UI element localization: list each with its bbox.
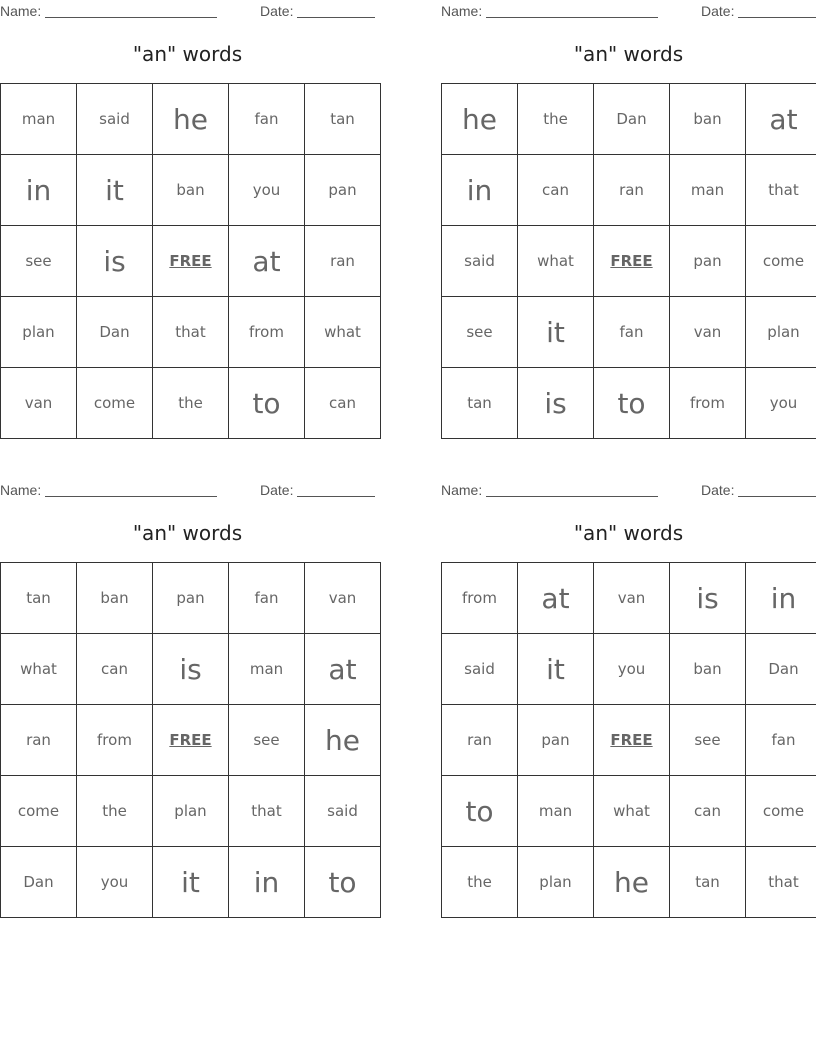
bingo-cell[interactable]: in xyxy=(442,155,518,226)
bingo-cell[interactable]: is xyxy=(670,563,746,634)
bingo-cell[interactable]: man xyxy=(670,155,746,226)
bingo-cell[interactable]: fan xyxy=(746,705,816,776)
date-label: Date: xyxy=(260,3,294,19)
date-label: Date: xyxy=(260,482,294,498)
bingo-cell[interactable]: come xyxy=(77,368,153,439)
bingo-cell[interactable]: what xyxy=(1,634,77,705)
bingo-row xyxy=(442,226,816,297)
bingo-cell[interactable]: come xyxy=(1,776,77,847)
bingo-cell[interactable]: to xyxy=(229,368,305,439)
bingo-cell[interactable]: to xyxy=(442,776,518,847)
bingo-row xyxy=(1,297,381,368)
bingo-cell[interactable]: Dan xyxy=(77,297,153,368)
bingo-cell[interactable]: tan xyxy=(305,84,381,155)
bingo-cell[interactable]: it xyxy=(518,297,594,368)
bingo-cell[interactable]: what xyxy=(594,776,670,847)
bingo-cell[interactable]: from xyxy=(670,368,746,439)
bingo-cell[interactable]: said xyxy=(305,776,381,847)
date-blank-line[interactable] xyxy=(738,17,816,18)
name-label: Name: xyxy=(0,3,42,19)
bingo-row xyxy=(442,155,816,226)
bingo-cell[interactable]: what xyxy=(518,226,594,297)
bingo-row xyxy=(442,368,816,439)
name-blank-line[interactable] xyxy=(45,17,217,18)
bingo-cell[interactable]: can xyxy=(670,776,746,847)
name-date-header xyxy=(0,0,375,20)
bingo-cell[interactable]: said xyxy=(442,634,518,705)
bingo-cell[interactable]: at xyxy=(305,634,381,705)
bingo-cell[interactable]: from xyxy=(229,297,305,368)
bingo-cell[interactable]: what xyxy=(305,297,381,368)
bingo-cell[interactable]: come xyxy=(746,776,816,847)
bingo-cell[interactable]: it xyxy=(77,155,153,226)
bingo-cell[interactable]: tan xyxy=(442,368,518,439)
name-blank-line[interactable] xyxy=(45,496,217,497)
bingo-row xyxy=(1,84,381,155)
bingo-cell[interactable]: in xyxy=(1,155,77,226)
bingo-cell[interactable]: can xyxy=(77,634,153,705)
bingo-row xyxy=(442,297,816,368)
bingo-row xyxy=(1,368,381,439)
bingo-cell[interactable]: ran xyxy=(442,705,518,776)
name-date-header xyxy=(441,479,816,499)
bingo-row xyxy=(1,634,381,705)
bingo-cell[interactable]: he xyxy=(305,705,381,776)
bingo-cell[interactable]: can xyxy=(305,368,381,439)
name-label: Name: xyxy=(441,482,483,498)
name-date-header xyxy=(0,479,375,499)
bingo-row xyxy=(1,226,381,297)
bingo-cell[interactable]: in xyxy=(229,847,305,918)
bingo-cell[interactable]: ban xyxy=(77,563,153,634)
free-space[interactable]: FREE xyxy=(153,705,229,776)
date-label: Date: xyxy=(701,3,735,19)
date-blank-line[interactable] xyxy=(738,496,816,497)
bingo-cell[interactable]: pan xyxy=(518,705,594,776)
date-blank-line[interactable] xyxy=(297,17,375,18)
bingo-cell[interactable]: said xyxy=(442,226,518,297)
bingo-row xyxy=(1,563,381,634)
bingo-row xyxy=(1,847,381,918)
bingo-cell[interactable]: in xyxy=(746,563,816,634)
bingo-grid xyxy=(0,562,381,918)
bingo-cell[interactable]: van xyxy=(305,563,381,634)
bingo-cell[interactable]: the xyxy=(77,776,153,847)
bingo-cell[interactable]: Dan xyxy=(594,84,670,155)
bingo-cell[interactable]: to xyxy=(594,368,670,439)
bingo-row xyxy=(1,776,381,847)
bingo-cell[interactable]: see xyxy=(670,705,746,776)
bingo-cell[interactable]: see xyxy=(442,297,518,368)
bingo-cell[interactable]: tan xyxy=(670,847,746,918)
bingo-cell[interactable]: ban xyxy=(670,634,746,705)
bingo-cell[interactable]: the xyxy=(153,368,229,439)
bingo-cell[interactable]: fan xyxy=(229,84,305,155)
name-date-header xyxy=(441,0,816,20)
free-space[interactable]: FREE xyxy=(594,705,670,776)
bingo-cell[interactable]: man xyxy=(229,634,305,705)
bingo-cell[interactable]: pan xyxy=(305,155,381,226)
bingo-cell[interactable]: it xyxy=(153,847,229,918)
bingo-cell[interactable]: that xyxy=(746,155,816,226)
bingo-cell[interactable]: ban xyxy=(670,84,746,155)
bingo-cell[interactable]: tan xyxy=(1,563,77,634)
bingo-cell[interactable]: see xyxy=(229,705,305,776)
bingo-grid xyxy=(441,562,816,918)
bingo-grid xyxy=(0,83,381,439)
bingo-cell[interactable]: Dan xyxy=(1,847,77,918)
card-title: "an" words xyxy=(132,521,243,545)
bingo-cell[interactable]: from xyxy=(442,563,518,634)
name-label: Name: xyxy=(0,482,42,498)
bingo-cell[interactable]: is xyxy=(153,634,229,705)
bingo-cell[interactable]: van xyxy=(1,368,77,439)
bingo-cell[interactable]: man xyxy=(1,84,77,155)
bingo-row xyxy=(442,847,816,918)
bingo-cell[interactable]: come xyxy=(746,226,816,297)
bingo-cell[interactable]: you xyxy=(77,847,153,918)
date-label: Date: xyxy=(701,482,735,498)
bingo-cell[interactable]: is xyxy=(518,368,594,439)
date-blank-line[interactable] xyxy=(297,496,375,497)
bingo-cell[interactable]: ran xyxy=(1,705,77,776)
bingo-cell[interactable]: the xyxy=(518,84,594,155)
bingo-cell[interactable]: you xyxy=(746,368,816,439)
bingo-cell[interactable]: the xyxy=(442,847,518,918)
bingo-cell[interactable]: plan xyxy=(1,297,77,368)
free-space[interactable]: FREE xyxy=(153,226,229,297)
bingo-cell[interactable]: at xyxy=(746,84,816,155)
bingo-cell[interactable]: pan xyxy=(153,563,229,634)
bingo-cell[interactable]: at xyxy=(518,563,594,634)
bingo-cell[interactable]: plan xyxy=(153,776,229,847)
bingo-row xyxy=(442,634,816,705)
bingo-row xyxy=(442,563,816,634)
card-title: "an" words xyxy=(573,521,684,545)
bingo-row xyxy=(442,84,816,155)
bingo-cell[interactable]: you xyxy=(229,155,305,226)
bingo-cell[interactable]: that xyxy=(746,847,816,918)
bingo-cell[interactable]: ran xyxy=(305,226,381,297)
card-title: "an" words xyxy=(573,42,684,66)
bingo-cell[interactable]: said xyxy=(77,84,153,155)
bingo-row xyxy=(1,705,381,776)
bingo-cell[interactable]: fan xyxy=(594,297,670,368)
bingo-cell[interactable]: van xyxy=(594,563,670,634)
bingo-cell[interactable]: to xyxy=(305,847,381,918)
bingo-cell[interactable]: you xyxy=(594,634,670,705)
bingo-cell[interactable]: ran xyxy=(594,155,670,226)
bingo-cell[interactable]: can xyxy=(518,155,594,226)
bingo-cell[interactable]: plan xyxy=(746,297,816,368)
name-blank-line[interactable] xyxy=(486,496,658,497)
bingo-cell[interactable]: van xyxy=(670,297,746,368)
bingo-cell[interactable]: pan xyxy=(670,226,746,297)
bingo-cell[interactable]: he xyxy=(594,847,670,918)
bingo-cell[interactable]: see xyxy=(1,226,77,297)
name-blank-line[interactable] xyxy=(486,17,658,18)
bingo-cell[interactable]: fan xyxy=(229,563,305,634)
bingo-cell[interactable]: Dan xyxy=(746,634,816,705)
bingo-cell[interactable]: he xyxy=(442,84,518,155)
name-label: Name: xyxy=(441,3,483,19)
bingo-cell[interactable]: that xyxy=(153,297,229,368)
bingo-cell[interactable]: ban xyxy=(153,155,229,226)
bingo-row xyxy=(1,155,381,226)
bingo-cell[interactable]: man xyxy=(518,776,594,847)
bingo-row xyxy=(442,705,816,776)
bingo-cell[interactable]: plan xyxy=(518,847,594,918)
free-space[interactable]: FREE xyxy=(594,226,670,297)
bingo-cell[interactable]: that xyxy=(229,776,305,847)
bingo-cell[interactable]: from xyxy=(77,705,153,776)
bingo-row xyxy=(442,776,816,847)
card-title: "an" words xyxy=(132,42,243,66)
bingo-cell[interactable]: at xyxy=(229,226,305,297)
bingo-grid xyxy=(441,83,816,439)
bingo-cell[interactable]: is xyxy=(77,226,153,297)
bingo-cell[interactable]: he xyxy=(153,84,229,155)
bingo-cell[interactable]: it xyxy=(518,634,594,705)
